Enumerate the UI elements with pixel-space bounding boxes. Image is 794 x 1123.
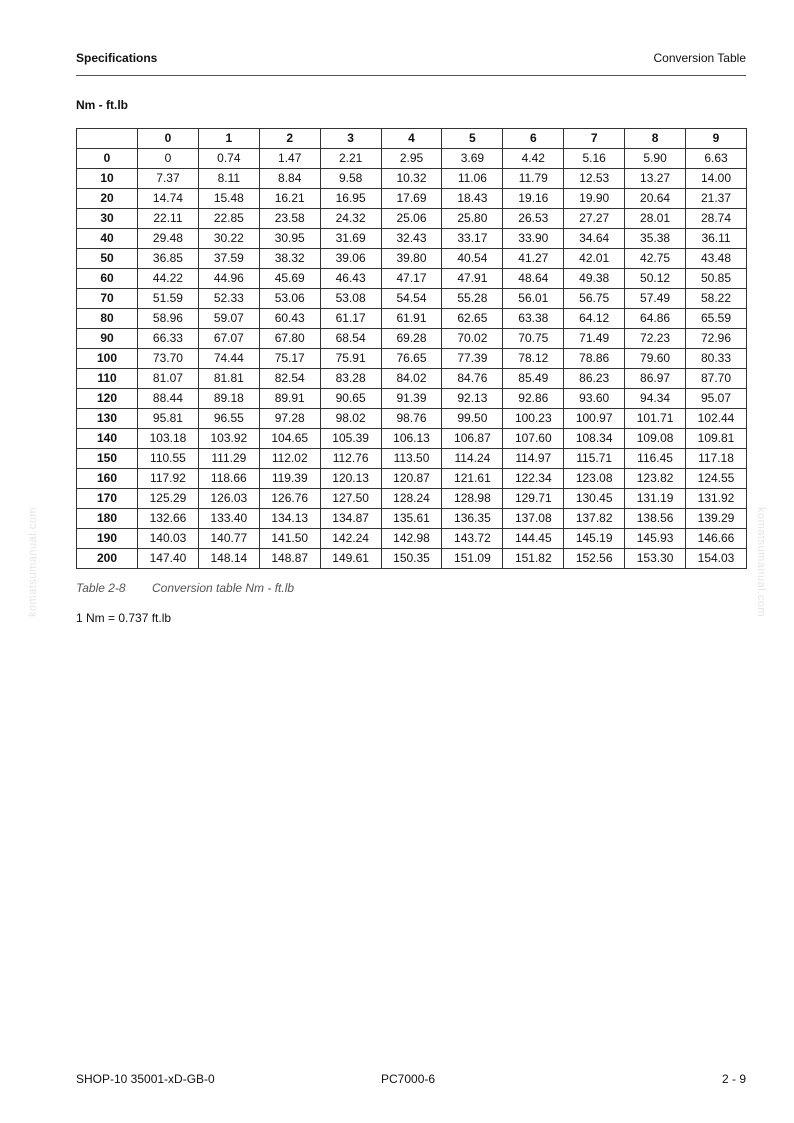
table-cell: 42.75: [625, 249, 686, 269]
table-cell: 26.53: [503, 209, 564, 229]
table-cell: 22.11: [138, 209, 199, 229]
table-cell: 59.07: [198, 309, 259, 329]
header-divider: [76, 75, 746, 76]
table-cell: 29.48: [138, 229, 199, 249]
table-cell: 46.43: [320, 269, 381, 289]
table-cell: 72.23: [625, 329, 686, 349]
table-cell: 82.54: [259, 369, 320, 389]
row-header: 160: [77, 469, 138, 489]
footer-model: PC7000-6: [381, 1072, 436, 1086]
caption-number: Table 2-8: [76, 581, 126, 595]
table-cell: 5.90: [625, 149, 686, 169]
table-cell: 120.87: [381, 469, 442, 489]
table-cell: 121.61: [442, 469, 503, 489]
table-cell: 118.66: [198, 469, 259, 489]
table-cell: 116.45: [625, 449, 686, 469]
table-cell: 149.61: [320, 549, 381, 569]
table-cell: 62.65: [442, 309, 503, 329]
table-cell: 90.65: [320, 389, 381, 409]
table-cell: 145.93: [625, 529, 686, 549]
table-cell: 106.87: [442, 429, 503, 449]
table-cell: 16.21: [259, 189, 320, 209]
table-cell: 91.39: [381, 389, 442, 409]
table-cell: 33.90: [503, 229, 564, 249]
table-cell: 88.44: [138, 389, 199, 409]
table-cell: 92.13: [442, 389, 503, 409]
table-cell: 107.60: [503, 429, 564, 449]
table-cell: 100.97: [564, 409, 625, 429]
watermark-right: komatsumanual.com: [755, 507, 767, 617]
table-cell: 43.48: [686, 249, 747, 269]
table-cell: 52.33: [198, 289, 259, 309]
table-cell: 95.07: [686, 389, 747, 409]
table-cell: 112.76: [320, 449, 381, 469]
table-row: [77, 209, 747, 229]
table-cell: 139.29: [686, 509, 747, 529]
row-header: 40: [77, 229, 138, 249]
row-header: 190: [77, 529, 138, 549]
table-cell: 109.08: [625, 429, 686, 449]
table-cell: 35.38: [625, 229, 686, 249]
table-cell: 81.81: [198, 369, 259, 389]
table-cell: 65.59: [686, 309, 747, 329]
table-cell: 8.84: [259, 169, 320, 189]
conversion-note: 1 Nm = 0.737 ft.lb: [76, 611, 172, 625]
table-cell: 154.03: [686, 549, 747, 569]
table-row: [77, 469, 747, 489]
table-cell: 98.02: [320, 409, 381, 429]
table-cell: 148.14: [198, 549, 259, 569]
table-row: [77, 369, 747, 389]
table-cell: 142.98: [381, 529, 442, 549]
row-header: 120: [77, 389, 138, 409]
table-cell: 3.69: [442, 149, 503, 169]
table-cell: 110.55: [138, 449, 199, 469]
table-cell: 63.38: [503, 309, 564, 329]
table-cell: 60.43: [259, 309, 320, 329]
table-cell: 28.01: [625, 209, 686, 229]
table-cell: 13.27: [625, 169, 686, 189]
row-header: 0: [77, 149, 138, 169]
table-cell: 38.32: [259, 249, 320, 269]
table-cell: 61.17: [320, 309, 381, 329]
row-header: 30: [77, 209, 138, 229]
table-cell: 47.17: [381, 269, 442, 289]
table-cell: 78.12: [503, 349, 564, 369]
table-cell: 5.16: [564, 149, 625, 169]
row-header: 180: [77, 509, 138, 529]
table-caption: [76, 581, 294, 595]
table-row: [77, 149, 747, 169]
table-cell: 19.16: [503, 189, 564, 209]
table-cell: 128.98: [442, 489, 503, 509]
table-cell: 24.32: [320, 209, 381, 229]
table-row: [77, 189, 747, 209]
row-header: 170: [77, 489, 138, 509]
table-cell: 147.40: [138, 549, 199, 569]
page-header: [76, 48, 746, 68]
watermark-left: komatsumanual.com: [27, 507, 39, 617]
table-cell: 47.91: [442, 269, 503, 289]
table-cell: 34.64: [564, 229, 625, 249]
table-cell: 56.01: [503, 289, 564, 309]
table-cell: 113.50: [381, 449, 442, 469]
table-cell: 85.49: [503, 369, 564, 389]
row-header: 200: [77, 549, 138, 569]
table-cell: 64.86: [625, 309, 686, 329]
row-header: 90: [77, 329, 138, 349]
table-cell: 105.39: [320, 429, 381, 449]
table-cell: 58.96: [138, 309, 199, 329]
column-header: 4: [381, 129, 442, 149]
table-cell: 151.82: [503, 549, 564, 569]
table-row: [77, 389, 747, 409]
table-cell: 64.12: [564, 309, 625, 329]
column-header: 7: [564, 129, 625, 149]
table-cell: 22.85: [198, 209, 259, 229]
table-cell: 144.45: [503, 529, 564, 549]
table-cell: 48.64: [503, 269, 564, 289]
table-row: [77, 349, 747, 369]
table-cell: 123.08: [564, 469, 625, 489]
table-cell: 130.45: [564, 489, 625, 509]
row-header: 70: [77, 289, 138, 309]
table-cell: 148.87: [259, 549, 320, 569]
table-cell: 33.17: [442, 229, 503, 249]
table-row: [77, 549, 747, 569]
table-cell: 2.95: [381, 149, 442, 169]
table-cell: 74.44: [198, 349, 259, 369]
table-cell: 111.29: [198, 449, 259, 469]
table-cell: 98.76: [381, 409, 442, 429]
table-row: [77, 329, 747, 349]
table-row: [77, 489, 747, 509]
table-cell: 8.11: [198, 169, 259, 189]
table-cell: 93.60: [564, 389, 625, 409]
table-cell: 104.65: [259, 429, 320, 449]
table-cell: 50.12: [625, 269, 686, 289]
row-header: 10: [77, 169, 138, 189]
table-cell: 30.22: [198, 229, 259, 249]
table-cell: 102.44: [686, 409, 747, 429]
table-cell: 70.75: [503, 329, 564, 349]
table-cell: 23.58: [259, 209, 320, 229]
table-cell: 114.24: [442, 449, 503, 469]
table-cell: 39.06: [320, 249, 381, 269]
table-cell: 21.37: [686, 189, 747, 209]
table-cell: 37.59: [198, 249, 259, 269]
header-section: Specifications: [76, 51, 158, 65]
table-cell: 54.54: [381, 289, 442, 309]
table-cell: 53.06: [259, 289, 320, 309]
table-cell: 145.19: [564, 529, 625, 549]
table-cell: 119.39: [259, 469, 320, 489]
table-cell: 126.03: [198, 489, 259, 509]
column-header: 5: [442, 129, 503, 149]
table-cell: 25.80: [442, 209, 503, 229]
row-header: 130: [77, 409, 138, 429]
table-cell: 89.18: [198, 389, 259, 409]
table-cell: 57.49: [625, 289, 686, 309]
table-cell: 50.85: [686, 269, 747, 289]
section-title: Nm - ft.lb: [76, 98, 128, 112]
table-cell: 75.91: [320, 349, 381, 369]
footer-page-number: 2 - 9: [721, 1072, 746, 1086]
table-cell: 129.71: [503, 489, 564, 509]
table-cell: 106.13: [381, 429, 442, 449]
table-cell: 122.34: [503, 469, 564, 489]
table-cell: 132.66: [138, 509, 199, 529]
table-cell: 125.29: [138, 489, 199, 509]
row-header: 50: [77, 249, 138, 269]
table-cell: 72.96: [686, 329, 747, 349]
table-cell: 25.06: [381, 209, 442, 229]
table-cell: 142.24: [320, 529, 381, 549]
caption-text: Conversion table Nm - ft.lb: [152, 581, 295, 595]
table-row: [77, 509, 747, 529]
table-cell: 18.43: [442, 189, 503, 209]
table-cell: 7.37: [138, 169, 199, 189]
table-cell: 133.40: [198, 509, 259, 529]
table-cell: 137.08: [503, 509, 564, 529]
table-cell: 117.18: [686, 449, 747, 469]
table-cell: 136.35: [442, 509, 503, 529]
table-cell: 84.02: [381, 369, 442, 389]
table-cell: 140.03: [138, 529, 199, 549]
table-cell: 99.50: [442, 409, 503, 429]
table-cell: 128.24: [381, 489, 442, 509]
table-row: [77, 249, 747, 269]
table-cell: 0.74: [198, 149, 259, 169]
table-cell: 16.95: [320, 189, 381, 209]
table-row: [77, 409, 747, 429]
table-cell: 68.54: [320, 329, 381, 349]
table-cell: 141.50: [259, 529, 320, 549]
table-row: [77, 309, 747, 329]
table-cell: 97.28: [259, 409, 320, 429]
table-cell: 67.07: [198, 329, 259, 349]
table-cell: 112.02: [259, 449, 320, 469]
table-cell: 27.27: [564, 209, 625, 229]
table-cell: 70.02: [442, 329, 503, 349]
table-cell: 120.13: [320, 469, 381, 489]
table-cell: 131.19: [625, 489, 686, 509]
table-cell: 67.80: [259, 329, 320, 349]
table-cell: 95.81: [138, 409, 199, 429]
table-cell: 42.01: [564, 249, 625, 269]
row-header: 20: [77, 189, 138, 209]
footer-document-id: SHOP-10 35001-xD-GB-0: [76, 1072, 215, 1086]
table-cell: 51.59: [138, 289, 199, 309]
table-cell: 79.60: [625, 349, 686, 369]
table-cell: 30.95: [259, 229, 320, 249]
table-cell: 31.69: [320, 229, 381, 249]
table-cell: 127.50: [320, 489, 381, 509]
table-cell: 40.54: [442, 249, 503, 269]
table-cell: 87.70: [686, 369, 747, 389]
table-cell: 11.06: [442, 169, 503, 189]
column-header: 0: [138, 129, 199, 149]
table-row: [77, 429, 747, 449]
table-cell: 4.42: [503, 149, 564, 169]
column-header: 1: [198, 129, 259, 149]
table-cell: 17.69: [381, 189, 442, 209]
row-header: 150: [77, 449, 138, 469]
table-cell: 103.18: [138, 429, 199, 449]
table-cell: 36.11: [686, 229, 747, 249]
column-header: 9: [686, 129, 747, 149]
table-cell: 100.23: [503, 409, 564, 429]
table-cell: 117.92: [138, 469, 199, 489]
column-header: 3: [320, 129, 381, 149]
table-cell: 134.87: [320, 509, 381, 529]
header-topic: Conversion Table: [653, 51, 746, 65]
table-cell: 36.85: [138, 249, 199, 269]
table-cell: 69.28: [381, 329, 442, 349]
table-cell: 39.80: [381, 249, 442, 269]
table-cell: 123.82: [625, 469, 686, 489]
conversion-table: [76, 128, 747, 569]
table-cell: 137.82: [564, 509, 625, 529]
table-cell: 49.38: [564, 269, 625, 289]
table-cell: 146.66: [686, 529, 747, 549]
table-cell: 2.21: [320, 149, 381, 169]
table-cell: 28.74: [686, 209, 747, 229]
table-cell: 150.35: [381, 549, 442, 569]
table-row: [77, 229, 747, 249]
table-cell: 61.91: [381, 309, 442, 329]
row-header: 140: [77, 429, 138, 449]
table-cell: 14.00: [686, 169, 747, 189]
table-cell: 15.48: [198, 189, 259, 209]
table-cell: 9.58: [320, 169, 381, 189]
table-cell: 41.27: [503, 249, 564, 269]
table-cell: 11.79: [503, 169, 564, 189]
table-cell: 55.28: [442, 289, 503, 309]
table-cell: 53.08: [320, 289, 381, 309]
table-header-row: [77, 129, 747, 149]
table-cell: 103.92: [198, 429, 259, 449]
table-cell: 140.77: [198, 529, 259, 549]
table-cell: 1.47: [259, 149, 320, 169]
table-cell: 80.33: [686, 349, 747, 369]
column-header: 6: [503, 129, 564, 149]
table-cell: 152.56: [564, 549, 625, 569]
table-body: [77, 149, 747, 569]
table-cell: 124.55: [686, 469, 747, 489]
table-cell: 0: [138, 149, 199, 169]
table-cell: 135.61: [381, 509, 442, 529]
table-cell: 45.69: [259, 269, 320, 289]
table-cell: 101.71: [625, 409, 686, 429]
table-cell: 81.07: [138, 369, 199, 389]
table-cell: 109.81: [686, 429, 747, 449]
table-cell: 143.72: [442, 529, 503, 549]
row-header: 100: [77, 349, 138, 369]
table-cell: 114.97: [503, 449, 564, 469]
corner-cell: [77, 129, 138, 149]
table-cell: 131.92: [686, 489, 747, 509]
table-cell: 14.74: [138, 189, 199, 209]
table-cell: 83.28: [320, 369, 381, 389]
table-cell: 73.70: [138, 349, 199, 369]
table-cell: 94.34: [625, 389, 686, 409]
table-cell: 56.75: [564, 289, 625, 309]
table-row: [77, 449, 747, 469]
table-row: [77, 529, 747, 549]
table-cell: 84.76: [442, 369, 503, 389]
table-cell: 44.96: [198, 269, 259, 289]
table-cell: 58.22: [686, 289, 747, 309]
table-cell: 151.09: [442, 549, 503, 569]
row-header: 60: [77, 269, 138, 289]
table-cell: 78.86: [564, 349, 625, 369]
table-cell: 44.22: [138, 269, 199, 289]
table-row: [77, 269, 747, 289]
column-header: 8: [625, 129, 686, 149]
table-cell: 6.63: [686, 149, 747, 169]
table-row: [77, 169, 747, 189]
column-header: 2: [259, 129, 320, 149]
table-cell: 71.49: [564, 329, 625, 349]
row-header: 80: [77, 309, 138, 329]
table-row: [77, 289, 747, 309]
table-cell: 77.39: [442, 349, 503, 369]
table-cell: 134.13: [259, 509, 320, 529]
table-cell: 19.90: [564, 189, 625, 209]
table-cell: 10.32: [381, 169, 442, 189]
table-cell: 108.34: [564, 429, 625, 449]
table-cell: 76.65: [381, 349, 442, 369]
table-cell: 86.23: [564, 369, 625, 389]
table-cell: 12.53: [564, 169, 625, 189]
table-cell: 92.86: [503, 389, 564, 409]
table-cell: 153.30: [625, 549, 686, 569]
table-cell: 66.33: [138, 329, 199, 349]
table-cell: 126.76: [259, 489, 320, 509]
table-cell: 138.56: [625, 509, 686, 529]
table-cell: 89.91: [259, 389, 320, 409]
table-cell: 115.71: [564, 449, 625, 469]
table-cell: 75.17: [259, 349, 320, 369]
table-cell: 96.55: [198, 409, 259, 429]
table-cell: 20.64: [625, 189, 686, 209]
row-header: 110: [77, 369, 138, 389]
table-cell: 32.43: [381, 229, 442, 249]
table-cell: 86.97: [625, 369, 686, 389]
